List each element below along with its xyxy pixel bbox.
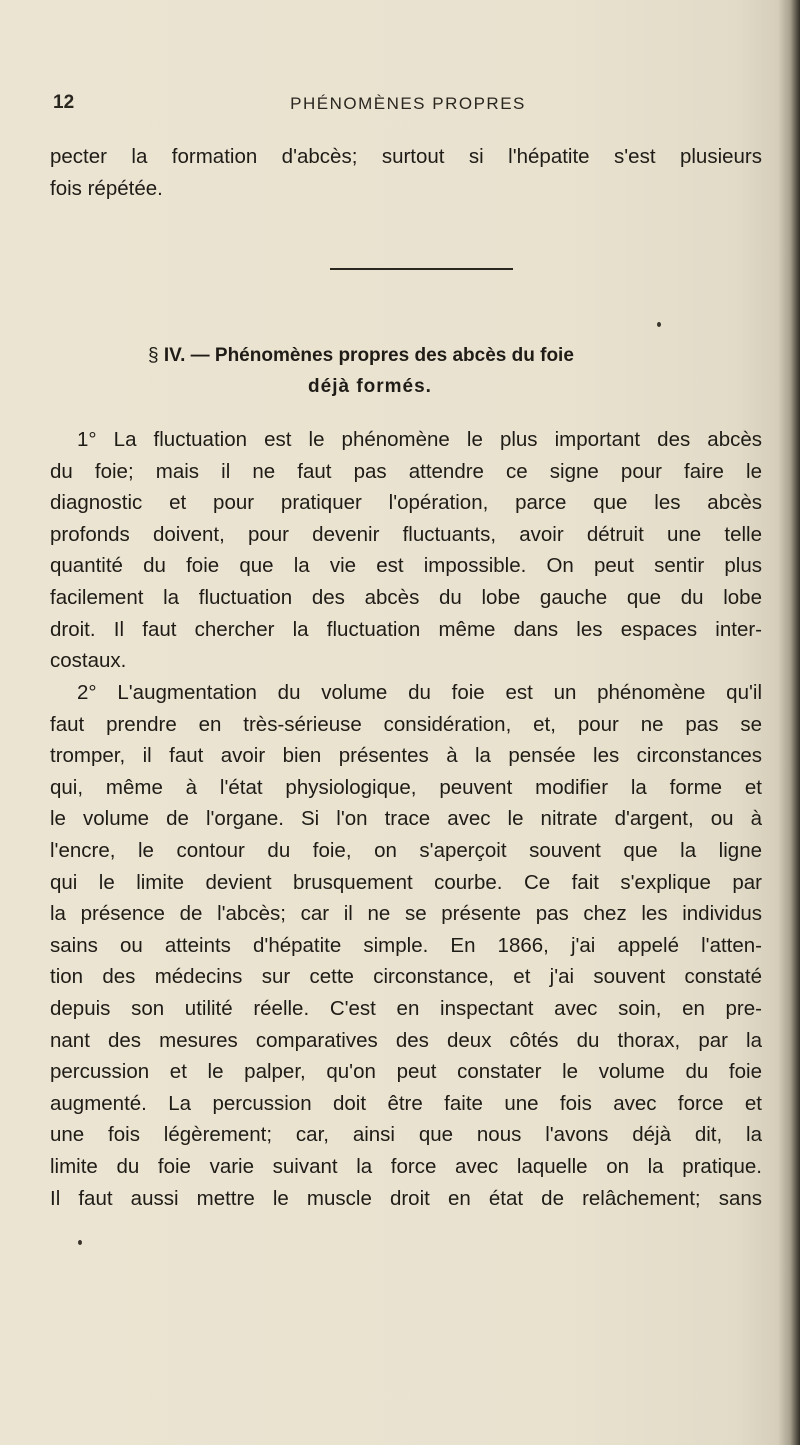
text-line: le volume de l'organe. Si l'on trace avec le nitrate d'argent, ou à [50,807,762,831]
paragraph-volume [50,677,762,1214]
paper-speck [78,1240,82,1245]
text-line: tromper, il faut avoir bien présentes à la pensée les circonstances [50,744,762,768]
section-heading-line-2: déjà formés. [308,376,432,397]
paragraph-fluctuation [50,424,762,677]
text-line: pecter la formation d'abcès; surtout si l'hépatite s'est plusieurs [50,145,762,168]
running-title: PHÉNOMÈNES PROPRES [290,94,526,113]
text-line: costaux. [50,649,127,673]
text-line: Il faut aussi mettre le muscle droit en état de relâchement; sans [50,1186,762,1210]
text-line: nant des mesures comparatives des deux côtés du thorax, par la [50,1028,762,1052]
section-title: IV. — Phénomènes propres des abcès du foie [163,345,574,366]
text-line: sains ou atteints d'hépatite simple. En 1866, j'ai appelé l'atten- [50,933,762,957]
text-line: qui, même à l'état physiologique, peuvent modifier la forme et [50,775,762,799]
text-line: 2° L'augmentation du volume du foie est un phénomène qu'il [77,681,762,704]
section-heading [148,340,648,402]
text-line: fois répétée. [50,176,163,200]
text-line: quantité du foie que la vie est impossible. On peut sentir plus [50,554,762,578]
text-line: droit. Il faut chercher la fluctuation même dans les espaces inter- [50,617,762,641]
section-sign: § [148,345,159,366]
text-line: la présence de l'abcès; car il ne se présente pas chez les individus [50,902,762,926]
page-header [53,92,763,122]
text-line: faut prendre en très-sérieuse considération, et, pour ne pas se [50,712,762,736]
text-line: depuis son utilité réelle. C'est en inspectant avec soin, en pre- [50,996,762,1020]
text-line: limite du foie varie suivant la force avec laquelle on la pratique. [50,1154,762,1178]
text-line: diagnostic et pour pratiquer l'opération, parce que les abcès [50,491,762,515]
page-number: 12 [53,92,75,113]
text-line: facilement la fluctuation des abcès du lobe gauche que du lobe [50,585,762,609]
text-line: tion des médecins sur cette circonstance, et j'ai souvent constaté [50,965,762,989]
text-line: augmenté. La percussion doit être faite une fois avec force et [50,1091,762,1115]
text-line: profonds doivent, pour devenir fluctuants, avoir détruit une telle [50,522,762,546]
text-line: une fois légèrement; car, ainsi que nous l'avons déjà dit, la [50,1123,762,1147]
section-divider [330,268,513,270]
paper-speck [657,322,661,327]
text-line: qui le limite devient brusquement courbe. Ce fait s'explique par [50,870,762,894]
text-line: percussion et le palper, qu'on peut constater le volume du foie [50,1060,762,1084]
section-heading-line-1 [148,340,648,371]
text-line: 1° La fluctuation est le phénomène le plus important des abcès [77,428,762,451]
text-line: du foie; mais il ne faut pas attendre ce signe pour faire le [50,459,762,483]
page-edge-shadow [778,0,800,1445]
text-line: l'encre, le contour du foie, on s'aperçoit souvent que la ligne [50,838,762,862]
intro-text [50,141,762,204]
